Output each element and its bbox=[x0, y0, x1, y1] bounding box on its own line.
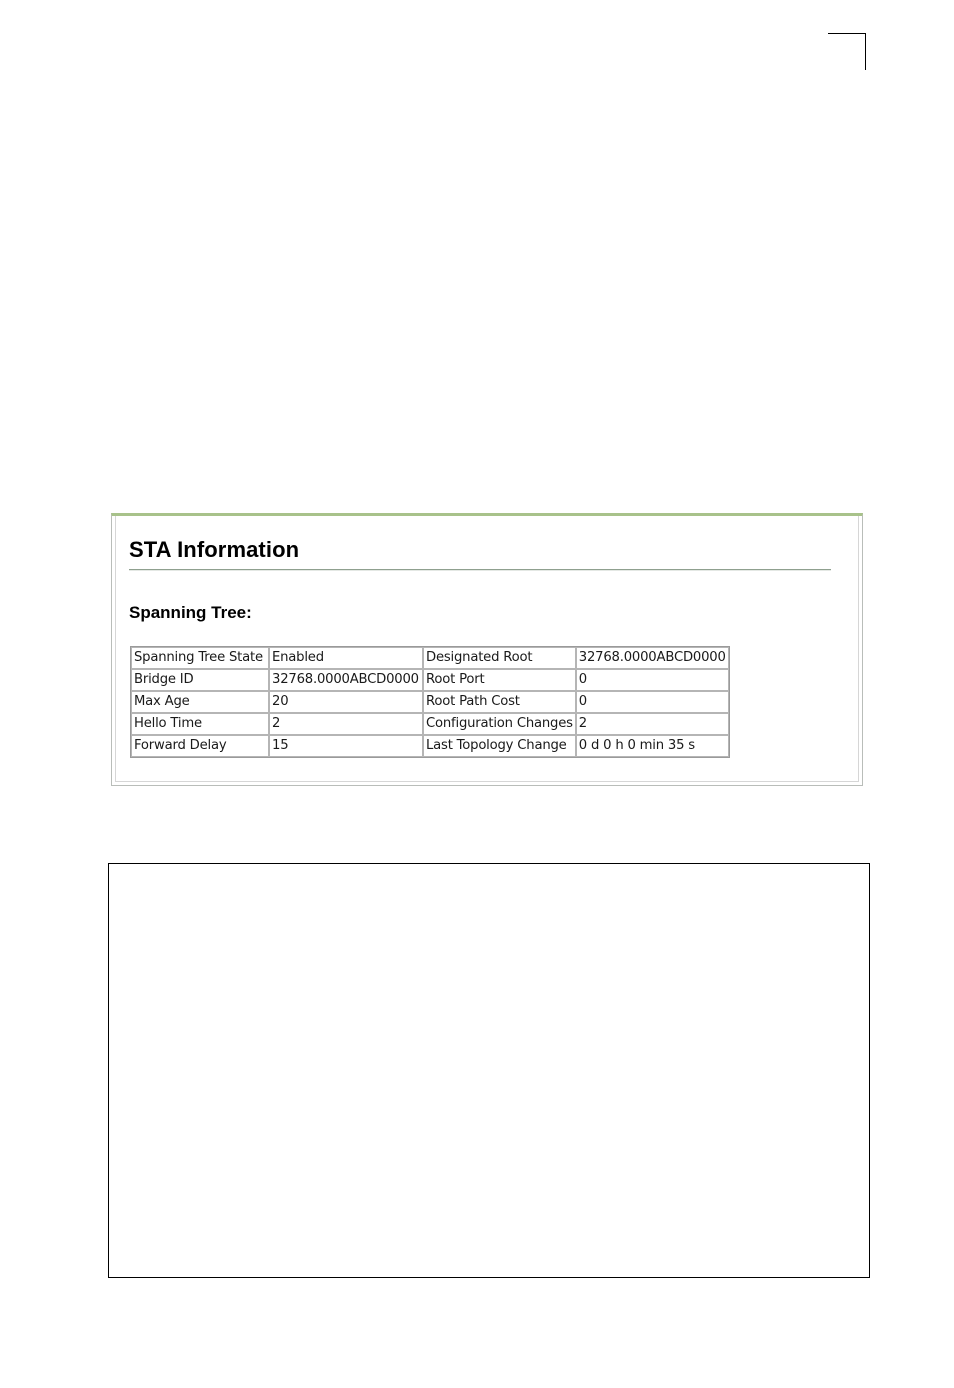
table-row bbox=[131, 735, 729, 757]
cli-example-box bbox=[108, 863, 870, 1278]
label-bridge-id: Bridge ID bbox=[131, 669, 269, 691]
value-root-port: 0 bbox=[576, 669, 729, 691]
label-last-topology-change: Last Topology Change bbox=[423, 735, 576, 757]
value-spanning-tree-state: Enabled bbox=[269, 647, 423, 669]
sta-information-screenshot bbox=[111, 513, 863, 786]
section-title: Spanning Tree: bbox=[129, 603, 252, 622]
value-root-path-cost: 0 bbox=[576, 691, 729, 713]
table-row bbox=[131, 669, 729, 691]
label-configuration-changes: Configuration Changes bbox=[423, 713, 576, 735]
value-forward-delay: 15 bbox=[269, 735, 423, 757]
value-last-topology-change: 0 d 0 h 0 min 35 s bbox=[576, 735, 729, 757]
value-hello-time: 2 bbox=[269, 713, 423, 735]
value-configuration-changes: 2 bbox=[576, 713, 729, 735]
spanning-tree-table bbox=[130, 646, 730, 758]
table-row bbox=[131, 691, 729, 713]
title-divider bbox=[129, 569, 831, 571]
label-designated-root: Designated Root bbox=[423, 647, 576, 669]
table-row bbox=[131, 647, 729, 669]
label-max-age: Max Age bbox=[131, 691, 269, 713]
value-designated-root: 32768.0000ABCD0000 bbox=[576, 647, 729, 669]
label-forward-delay: Forward Delay bbox=[131, 735, 269, 757]
page-title: STA Information bbox=[129, 537, 300, 562]
value-bridge-id: 32768.0000ABCD0000 bbox=[269, 669, 423, 691]
label-spanning-tree-state: Spanning Tree State bbox=[131, 647, 269, 669]
table-row bbox=[131, 713, 729, 735]
page-corner-mark bbox=[828, 33, 866, 70]
panel-content bbox=[115, 516, 859, 782]
label-root-port: Root Port bbox=[423, 669, 576, 691]
label-root-path-cost: Root Path Cost bbox=[423, 691, 576, 713]
label-hello-time: Hello Time bbox=[131, 713, 269, 735]
value-max-age: 20 bbox=[269, 691, 423, 713]
